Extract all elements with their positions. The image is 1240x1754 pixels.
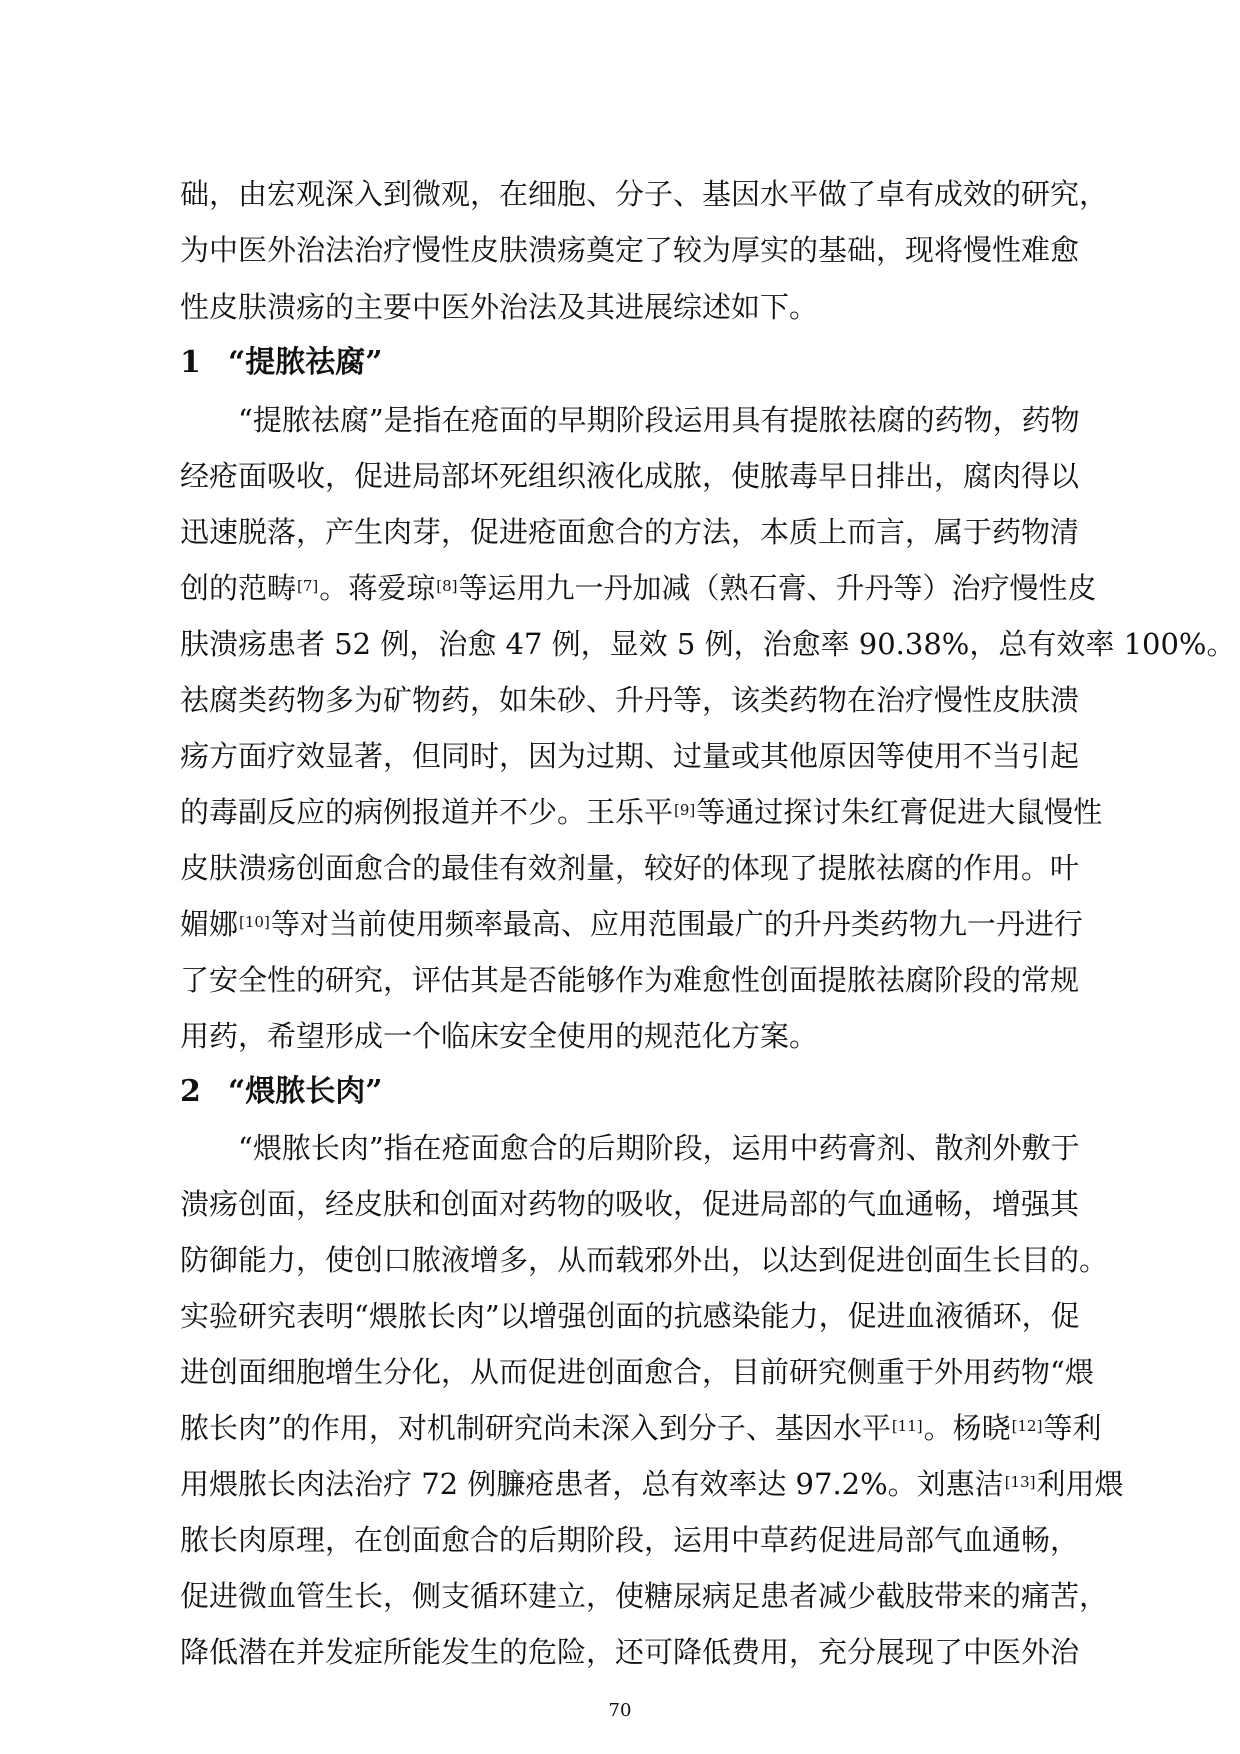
text-segment: 。杨晓 xyxy=(923,1411,1011,1445)
text-segment: 用煨脓长肉法治疗 72 例臁疮患者，总有效率达 97.2%。刘惠洁 xyxy=(180,1467,1004,1501)
body-text-line: 降低潜在并发症所能发生的危险，还可降低费用，充分展现了中医外治 xyxy=(180,1635,1080,1669)
body-text-line xyxy=(180,904,1083,944)
body-text-line xyxy=(180,1464,1124,1504)
body-text-line xyxy=(180,568,1097,608)
body-text-line xyxy=(180,1408,1101,1448)
body-text-line: 溃疡创面，经皮肤和创面对药物的吸收，促进局部的气血通畅，增强其 xyxy=(180,1187,1080,1221)
section-number: 2 xyxy=(180,1074,201,1109)
body-text-line: “提脓祛腐”是指在疮面的早期阶段运用具有提脓祛腐的药物，药物 xyxy=(238,403,1080,437)
citation-ref: [11] xyxy=(891,1417,923,1435)
section-number: 1 xyxy=(180,345,201,380)
text-segment: 等通过探讨朱红膏促进大鼠慢性 xyxy=(696,795,1103,829)
body-text-line: 了安全性的研究，评估其是否能够作为难愈性创面提脓祛腐阶段的常规 xyxy=(180,963,1080,997)
text-segment: 等利 xyxy=(1043,1411,1102,1445)
text-segment: 利用煨 xyxy=(1036,1467,1124,1501)
page-number: 70 xyxy=(608,1700,632,1721)
citation-ref: [7] xyxy=(297,577,319,595)
body-text-line: 皮肤溃疡创面愈合的最佳有效剂量，较好的体现了提脓祛腐的作用。叶 xyxy=(180,851,1080,885)
body-text-line: 迅速脱落，产生肉芽，促进疮面愈合的方法，本质上而言，属于药物清 xyxy=(180,515,1080,549)
citation-ref: [8] xyxy=(436,577,458,595)
body-text-line: 疡方面疗效显著，但同时，因为过期、过量或其他原因等使用不当引起 xyxy=(180,739,1080,773)
section-heading-1 xyxy=(180,343,383,383)
body-text-line: 脓长肉原理，在创面愈合的后期阶段，运用中草药促进局部气血通畅， xyxy=(180,1523,1080,1557)
body-text-line: 进创面细胞增生分化，从而促进创面愈合，目前研究侧重于外用药物“煨 xyxy=(180,1355,1094,1389)
section-heading-2 xyxy=(180,1072,383,1112)
section-title: “提脓祛腐” xyxy=(228,345,383,380)
body-text-line: 防御能力，使创口脓液增多，从而载邪外出，以达到促进创面生长目的。 xyxy=(180,1243,1109,1277)
citation-ref: [10] xyxy=(239,913,270,931)
body-text-line: 为中医外治法治疗慢性皮肤溃疡奠定了较为厚实的基础，现将慢性难愈 xyxy=(180,233,1080,267)
text-segment: 脓长肉”的作用，对机制研究尚未深入到分子、基因水平 xyxy=(180,1411,891,1445)
body-text-line: 祛腐类药物多为矿物药，如朱砂、升丹等，该类药物在治疗慢性皮肤溃 xyxy=(180,683,1080,717)
citation-ref: [9] xyxy=(674,801,696,819)
text-segment: 创的范畴 xyxy=(180,571,297,605)
body-text-line: 促进微血管生长，侧支循环建立，使糖尿病足患者减少截肢带来的痛苦， xyxy=(180,1579,1109,1613)
body-text-line: 肤溃疡患者 52 例，治愈 47 例，显效 5 例，治愈率 90.38%，总有效率 100%。 xyxy=(180,627,1236,661)
section-title: “煨脓长肉” xyxy=(228,1074,383,1109)
text-segment: 的毒副反应的病例报道并不少。王乐平 xyxy=(180,795,674,829)
body-text-line: 性皮肤溃疡的主要中医外治法及其进展综述如下。 xyxy=(180,290,819,324)
body-text-line xyxy=(180,792,1102,832)
citation-ref: [13] xyxy=(1004,1473,1036,1491)
text-segment: 等运用九一丹加减（熟石膏、升丹等）治疗慢性皮 xyxy=(458,571,1097,605)
text-segment: 媚娜 xyxy=(180,907,239,941)
body-text-line: 经疮面吸收，促进局部坏死组织液化成脓，使脓毒早日排出，腐肉得以 xyxy=(180,459,1080,493)
body-text-line: 用药，希望形成一个临床安全使用的规范化方案。 xyxy=(180,1019,819,1053)
body-text-line: 础，由宏观深入到微观，在细胞、分子、基因水平做了卓有成效的研究， xyxy=(180,177,1109,211)
body-text-line: “煨脓长肉”指在疮面愈合的后期阶段，运用中药膏剂、散剂外敷于 xyxy=(238,1131,1080,1165)
body-text-line: 实验研究表明“煨脓长肉”以增强创面的抗感染能力，促进血液循环，促 xyxy=(180,1299,1080,1333)
citation-ref: [12] xyxy=(1011,1417,1043,1435)
text-segment: 。蒋爱琼 xyxy=(319,571,436,605)
text-segment: 等对当前使用频率最高、应用范围最广的升丹类药物九一丹进行 xyxy=(270,907,1083,941)
